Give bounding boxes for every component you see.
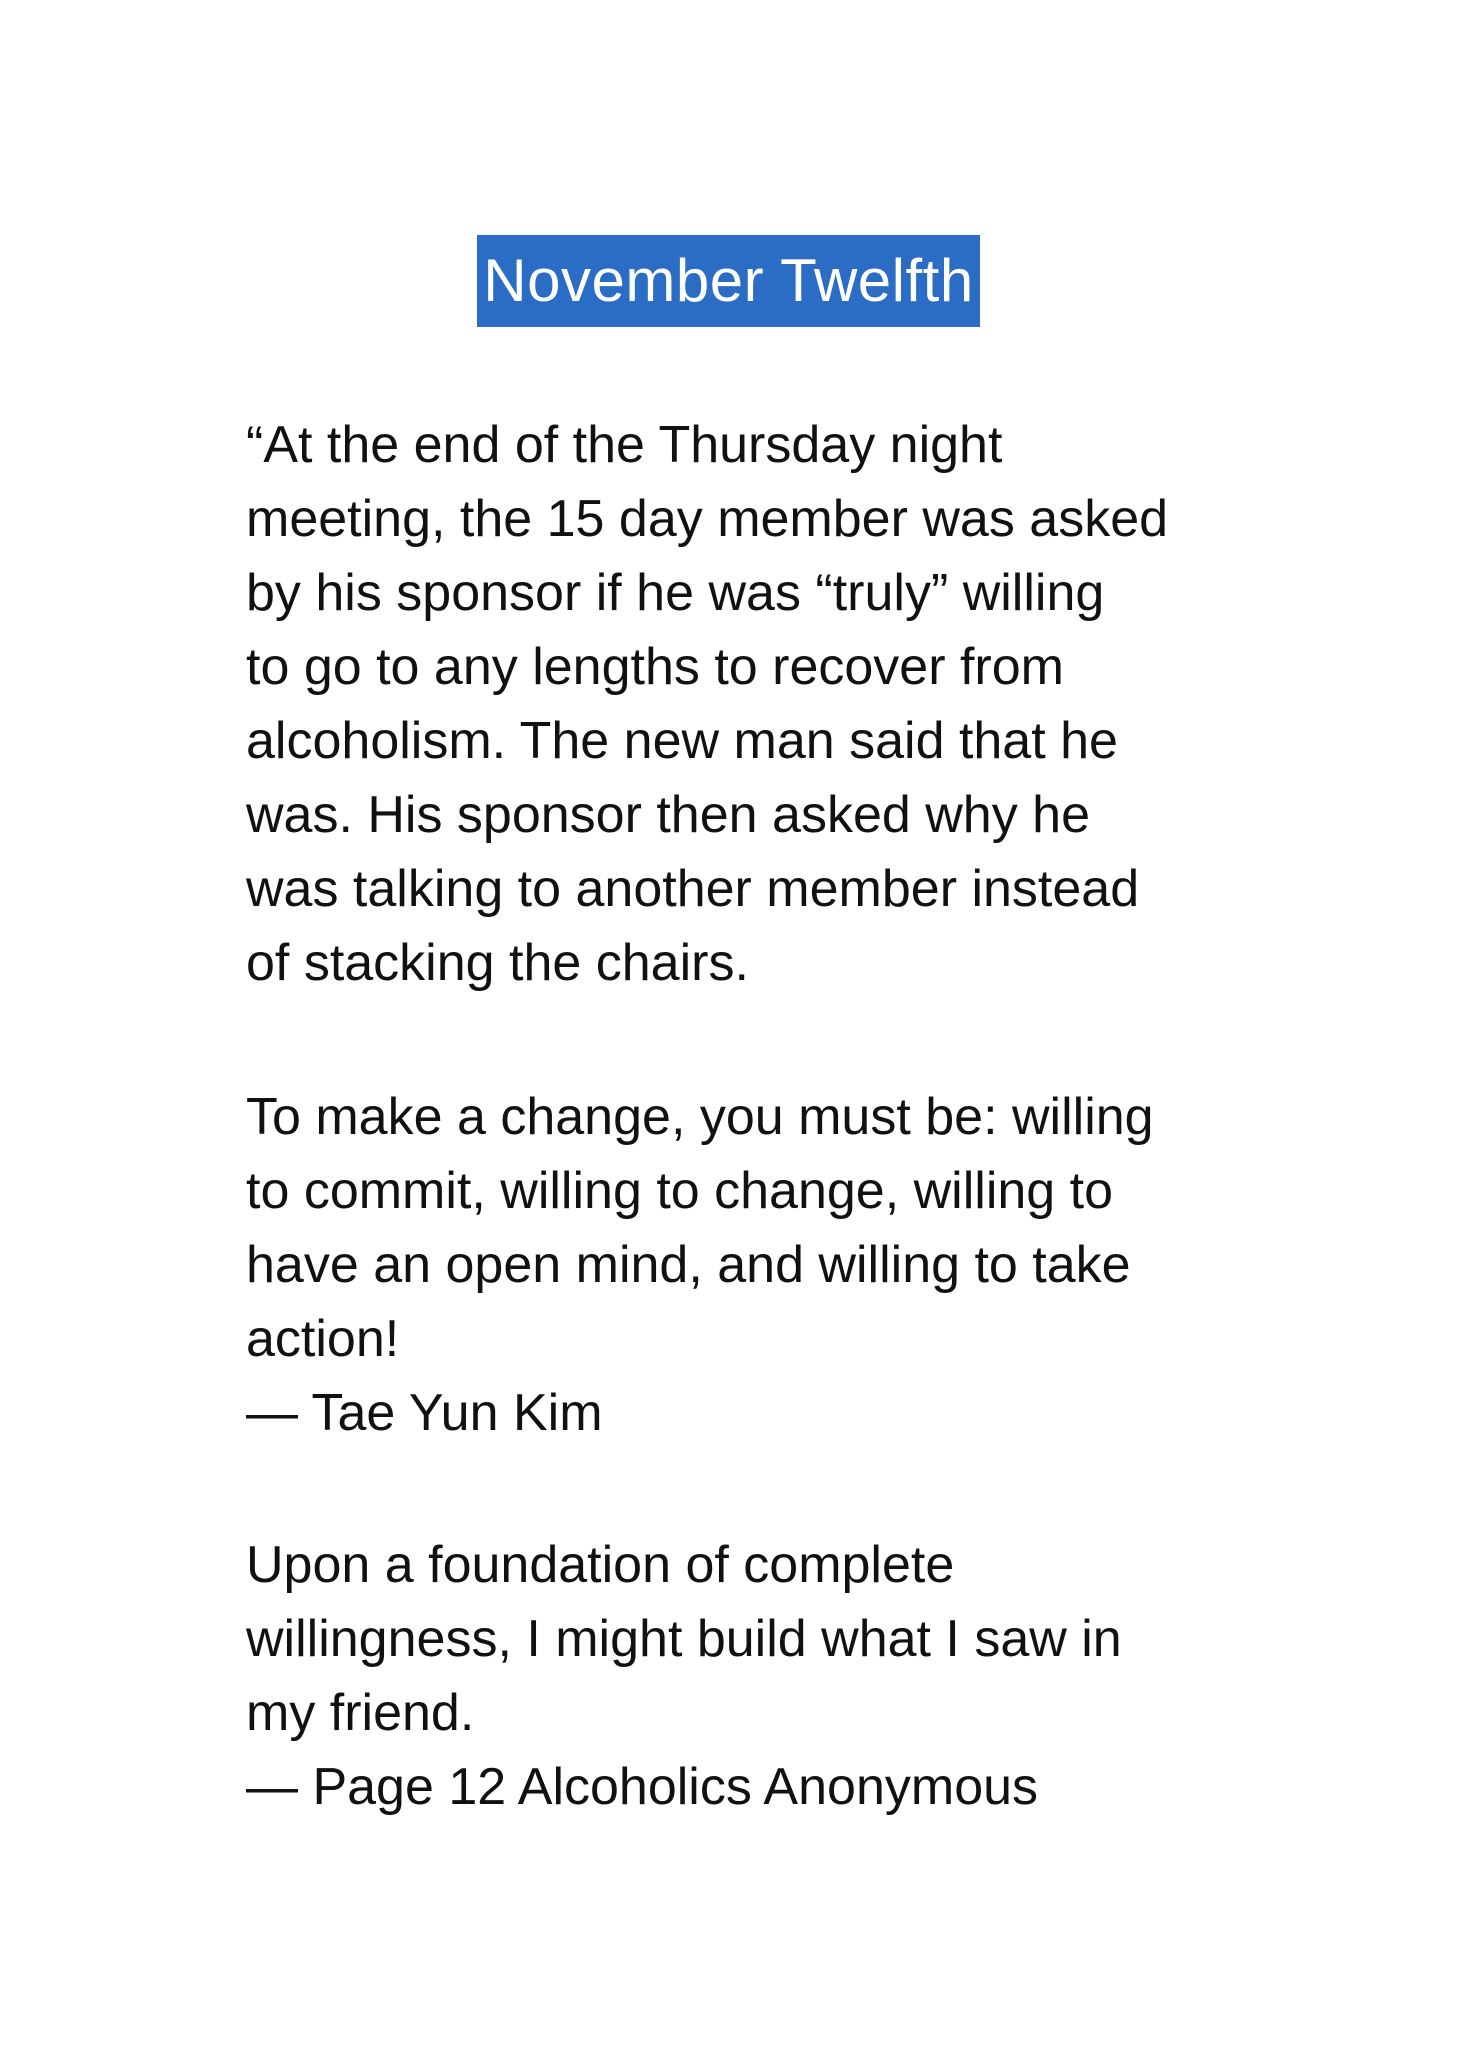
reading-line: by his sponsor if he was “truly” willing — [246, 564, 1105, 622]
reading-line: alcoholism. The new man said that he — [246, 712, 1118, 770]
reading-line: of stacking the chairs. — [246, 934, 749, 992]
reflection-line: willingness, I might build what I saw in — [246, 1610, 1122, 1668]
quote-line: To make a change, you must be: willing — [246, 1088, 1154, 1146]
reading-line: was talking to another member instead — [246, 860, 1140, 918]
reading-paragraph — [246, 408, 1326, 1000]
quote-attribution: — Tae Yun Kim — [246, 1384, 603, 1442]
reading-line: was. His sponsor then asked why he — [246, 786, 1090, 844]
reflection-line: Upon a foundation of complete — [246, 1536, 955, 1594]
quote-paragraph — [246, 1080, 1326, 1450]
reflection-line: my friend. — [246, 1684, 475, 1742]
page-title: November Twelfth — [477, 235, 979, 327]
reading-line: meeting, the 15 day member was asked — [246, 490, 1169, 548]
reflection-attribution: — Page 12 Alcoholics Anonymous — [246, 1758, 1039, 1816]
quote-line: to commit, willing to change, willing to — [246, 1162, 1114, 1220]
quote-line: action! — [246, 1310, 400, 1368]
title-container — [0, 235, 1457, 327]
quote-line: have an open mind, and willing to take — [246, 1236, 1131, 1294]
reading-line: “At the end of the Thursday night — [246, 416, 1003, 474]
reflection-paragraph — [246, 1528, 1326, 1824]
reading-line: to go to any lengths to recover from — [246, 638, 1064, 696]
